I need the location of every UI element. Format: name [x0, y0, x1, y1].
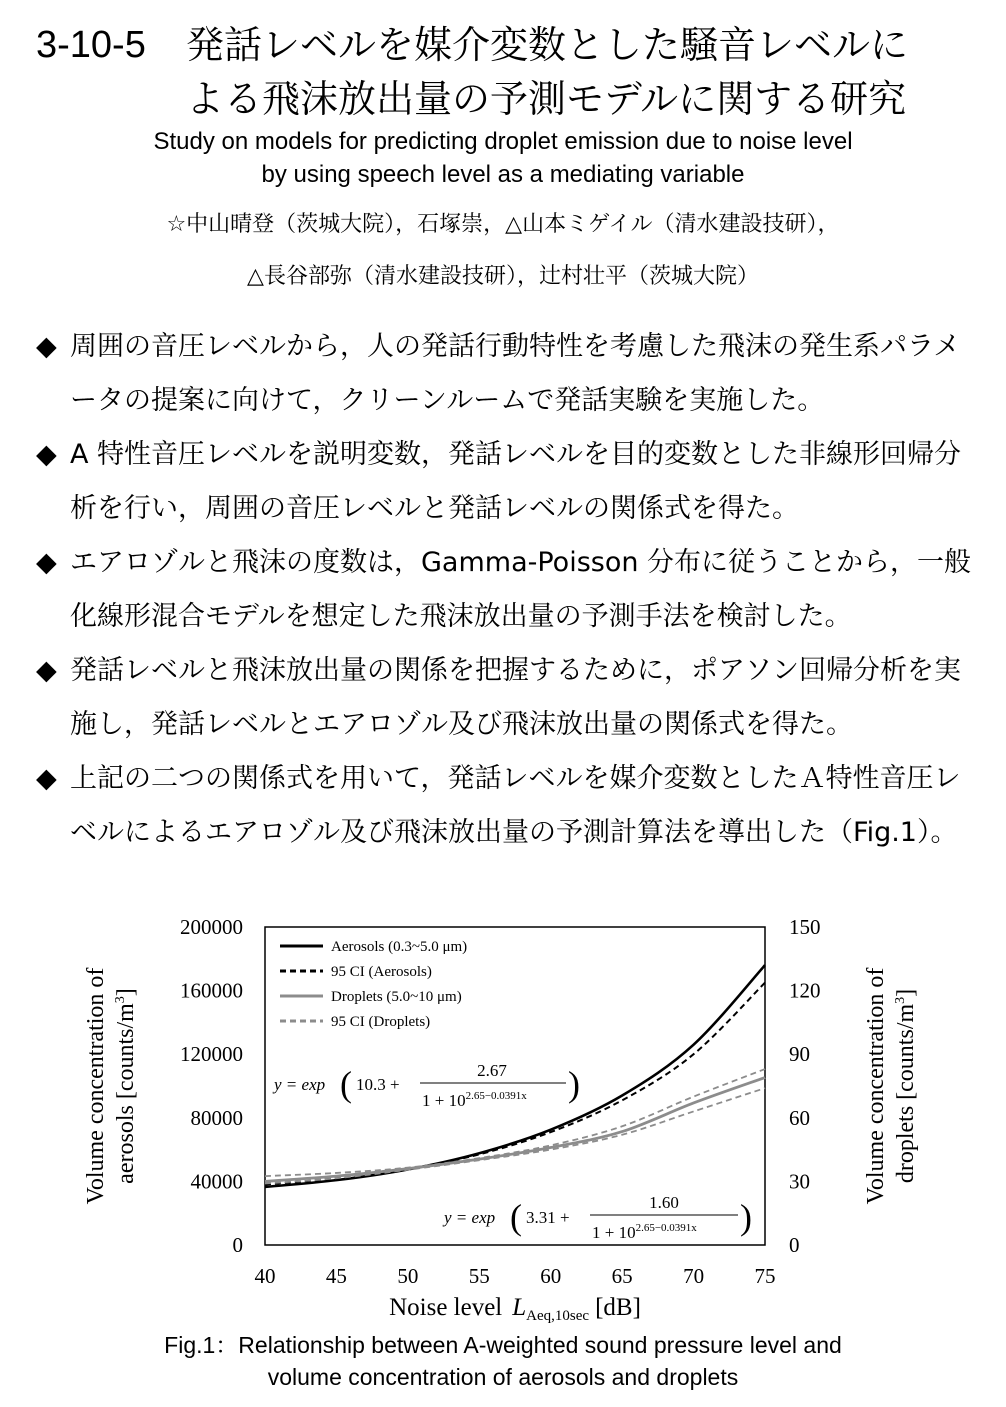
x-tick-label: 75 [754, 1264, 776, 1288]
y-left-tick-label: 120000 [180, 1042, 243, 1067]
bullet-text: 発話レベルと飛沫放出量の関係を把握するために，ポアソン回帰分析を実施し，発話レベルとエアロゾル及び飛沫放出量の関係式を得た。 [70, 655, 961, 740]
bullet-item [36, 428, 986, 536]
y-right-tick-label: 150 [789, 915, 821, 939]
bullet-text: 上記の二つの関係式を用いて，発話レベルを媒介変数としたＡ特性音圧レベルによるエアロゾル及び飛沫放出量の予測計算法を導出した（Fig.1）。 [70, 763, 961, 848]
right-paren: ) [568, 1064, 580, 1104]
svg-text:droplets [counts/m3]: droplets $[counts/m^3]$ [893, 988, 919, 1184]
diamond-icon: ◆ [36, 547, 57, 578]
svg-text:1.60: 1.60 [649, 1193, 679, 1212]
y-left-tick-label: 0 [232, 1233, 243, 1257]
svg-text:10.3 +: 10.3 + [356, 1075, 400, 1094]
x-tick-label: 50 [397, 1264, 419, 1288]
bullet-item [36, 644, 986, 752]
diamond-icon: ◆ [36, 655, 57, 686]
x-axis-title: Noise level $L_{Aeq,10sec}$ [dB] [389, 1294, 641, 1324]
svg-text:2.67: 2.67 [477, 1061, 507, 1080]
x-tick-label: 55 [468, 1264, 490, 1288]
bullet-item [36, 752, 986, 860]
bullet-list [36, 320, 986, 860]
x-tick-label: 70 [683, 1264, 705, 1288]
y-right-tick-label: 30 [789, 1169, 810, 1194]
figure-caption-line-2: volume concentration of aerosols and droplets [267, 1364, 739, 1390]
bullet-text: A 特性音圧レベルを説明変数，発話レベルを目的変数とした非線形回帰分析を行い，周囲の音圧レベルと発話レベルの関係式を得た。 [70, 439, 962, 524]
legend-label: 95 CI (Droplets) [331, 1014, 431, 1030]
bullet-text: 周囲の音圧レベルから，人の発話行動特性を考慮した飛沫の発生系パラメータの提案に向けて，クリーンルームで発話実験を実施した。 [70, 331, 961, 416]
equation-droplets [442, 1193, 752, 1242]
svg-text:1 + 102.65−0.0391x: $1 + 10^{2.65-0.0391x}$ [592, 1222, 697, 1242]
y-left-tick-label: 200000 [180, 915, 243, 939]
svg-text:y = exp: y = exp [444, 1208, 496, 1227]
figure-caption-line-1: Fig.1：Relationship between A-weighted sound pressure level and [164, 1332, 842, 1358]
diamond-icon: ◆ [36, 439, 57, 470]
figure [0, 910, 1006, 1407]
right-paren: ) [740, 1197, 752, 1237]
title-line-1: 発話レベルを媒介変数とした騒音レベルに [186, 23, 909, 67]
svg-text:3.31 +: 3.31 + [526, 1208, 570, 1227]
diamond-icon: ◆ [36, 331, 57, 362]
legend-label: Aerosols (0.3~5.0 μm) [331, 939, 468, 955]
equation-aerosols [272, 1061, 580, 1110]
y-left-axis-title [83, 968, 139, 1205]
svg-text:1 + 102.65−0.0391x: $1 + 10^{2.65-0.0391x}$ [422, 1090, 527, 1110]
y-right-tick-label: 90 [789, 1042, 810, 1067]
bullet-text: エアロゾルと飛沫の度数は，Gamma-Poisson 分布に従うことから，一般化線形混合モデルを想定した飛沫放出量の予測手法を検討した。 [70, 547, 972, 632]
bullet-item [36, 320, 986, 428]
legend [280, 939, 467, 1030]
x-tick-label: 60 [540, 1264, 562, 1288]
diamond-icon: ◆ [36, 763, 57, 794]
legend-label: Droplets (5.0~10 μm) [331, 989, 462, 1005]
svg-text:aerosols [counts/m3]: aerosols $[counts/m^3]$ [113, 988, 139, 1184]
line-chart [0, 910, 1006, 1335]
x-tick-label: 65 [611, 1264, 633, 1288]
y-right-tick-label: 0 [789, 1233, 800, 1257]
left-paren: ( [340, 1064, 352, 1104]
svg-text:Volume concentration of: Volume concentration of [83, 967, 109, 1205]
y-left-tick-label: 160000 [180, 978, 243, 1003]
authors-line-1: ☆中山晴登（茨城大院），石塚崇，△山本ミゲイル（清水建設技研）， [166, 212, 840, 237]
english-title-line-1: Study on models for predicting droplet emission due to noise level [153, 128, 853, 155]
legend-label: 95 CI (Aerosols) [331, 964, 432, 980]
x-tick-label: 40 [254, 1264, 276, 1288]
svg-text:y = exp: y = exp [274, 1075, 326, 1094]
y-left-tick-label: 40000 [190, 1169, 243, 1194]
left-paren: ( [510, 1197, 522, 1237]
english-title-line-2: by using speech level as a mediating variable [261, 161, 745, 188]
svg-text:Volume concentration of: Volume concentration of [863, 967, 889, 1205]
authors-line-2: △長谷部弥（清水建設技研），辻村壮平（茨城大院） [247, 264, 759, 289]
y-right-tick-label: 60 [789, 1105, 810, 1130]
y-right-axis-title [863, 968, 919, 1205]
x-tick-label: 45 [325, 1264, 347, 1288]
title-line-2: よる飛沫放出量の予測モデルに関する研究 [186, 77, 907, 121]
section-number: 3-10-5 [36, 24, 146, 66]
bullet-item [36, 536, 986, 644]
y-right-tick-label: 120 [789, 978, 821, 1003]
y-left-tick-label: 80000 [190, 1105, 243, 1130]
